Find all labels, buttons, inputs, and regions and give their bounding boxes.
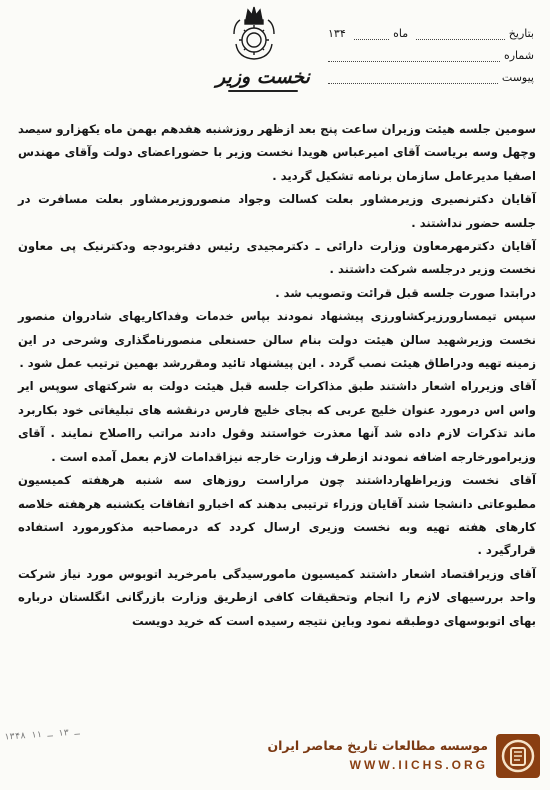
document-meta-fields — [324, 18, 534, 84]
letterhead-title-block — [208, 66, 318, 92]
minutes-body — [18, 118, 536, 633]
paragraph: سومین جلسه هیئت وزیران ساعت پنج بعد ازظهر روزشنبه هفدهم بهمن ماه یکهزارو سیصد وچهل وسه بریاست آقای امیرعباس هویدا نخست وزیر با حضوراعضای دولت وآقای مهندس اصفیا مدیرعامل سازمان برنامه تشکیل گردید . — [18, 122, 536, 183]
date-label: بتاریخ — [508, 27, 534, 40]
paragraph: آقایان دکترمهرمعاون وزارت دارائی ـ دکترمجیدی رئیس دفتربودجه ودکترنیک پی معاون نخست وزیر درجلسه شرکت داشتند . — [18, 239, 536, 277]
title-underline — [228, 90, 298, 92]
year-text: ۱۳۴ — [328, 27, 346, 40]
paragraph: آقایان دکترنصیری وزیرمشاور بعلت کسالت وجواد منصوروزیرمشاور بعلت مسافرت در جلسه حضور نداشتند . — [18, 192, 536, 230]
attachment-field-row — [324, 62, 534, 84]
date-field-row — [324, 18, 534, 40]
number-dotted-line — [328, 50, 500, 62]
margin-note: ۱۳۴۸ ـ ۱۳ ـ ۱۱ — [3, 727, 81, 743]
paragraph: درابتدا صورت جلسه قبل قرائت وتصویب شد . — [275, 285, 536, 300]
paragraph: آقای نخست وزیراظهارداشتند چون مراراست روزهای سه شنبه هرهفته کمیسیون مطبوعاتی دانشجا شند آقایان وزراء ترتیبی بدهند که اخبارو اتفاقات یکشنبه هرهفته خلاصه کارهای هفته تهیه وبه نخست وزیری ارسال کردد که درمصاحبه مذکورمورد استفاده قرارگیرد . — [18, 473, 536, 558]
archive-watermark — [240, 732, 540, 782]
number-label: شماره — [503, 49, 534, 62]
month-label: ماه — [393, 27, 409, 40]
lion-and-sun-emblem-icon — [226, 4, 282, 62]
paragraph: آقای وزیراقتصاد اشعار داشتند کمیسیون مامورسیدگی بامرخرید اتوبوس مورد نیاز شرکت واحد بررسیهای لازم را انجام وتحقیقات کافی ازطریق وزارت بازرگانی انگلستان درباره بهای اتوبوسهای دوطبقه نمود وباین نتیجه رسیده است که خرید دویست — [18, 566, 536, 628]
letterhead-title: نخست وزیر — [216, 66, 310, 88]
institute-url: WWW.IICHS.ORG — [349, 758, 488, 772]
attachment-label: پیوست — [501, 71, 534, 84]
date-dotted-line — [416, 28, 505, 40]
institute-logo-icon — [496, 734, 540, 778]
paragraph: سپس تیمسارورزیرکشاورزی پیشنهاد نمودند بپاس خدمات وفداکاریهای شادروان منصور نخست وزیرشهید سالن هیئت دولت بنام سالن حسنعلی منصورنامگذاری وشرحی در این زمینه تهیه ودراطاق هیئت نصب گردد . این پیشنهاد تائید ومقررشد بهمین ترتیب عمل شود . — [18, 309, 536, 371]
attachment-dotted-line — [328, 72, 498, 84]
institute-name: موسسه مطالعات تاریخ معاصر ایران — [267, 738, 488, 753]
month-dotted-line — [354, 28, 389, 40]
number-field-row — [324, 40, 534, 62]
paragraph: آقای وزیرراه اشعار داشتند طبق مذاکرات جلسه قبل هیئت دولت به شرکتهای سوپس ایر واس اس درمورد عنوان خلیج عربی که بجای خلیج فارس درنقشه های تبلیغاتی خود بکاربرد ماند تذکرات لازم داده شد آنها معذرت خواستند وقول دادند مراتب رااصلاح نمایند . آقای وزیرامورخارجه اضافه نمودند ازطرف وزارت خارجه نیزاقدامات لازم بعمل آمده است . — [18, 379, 536, 464]
